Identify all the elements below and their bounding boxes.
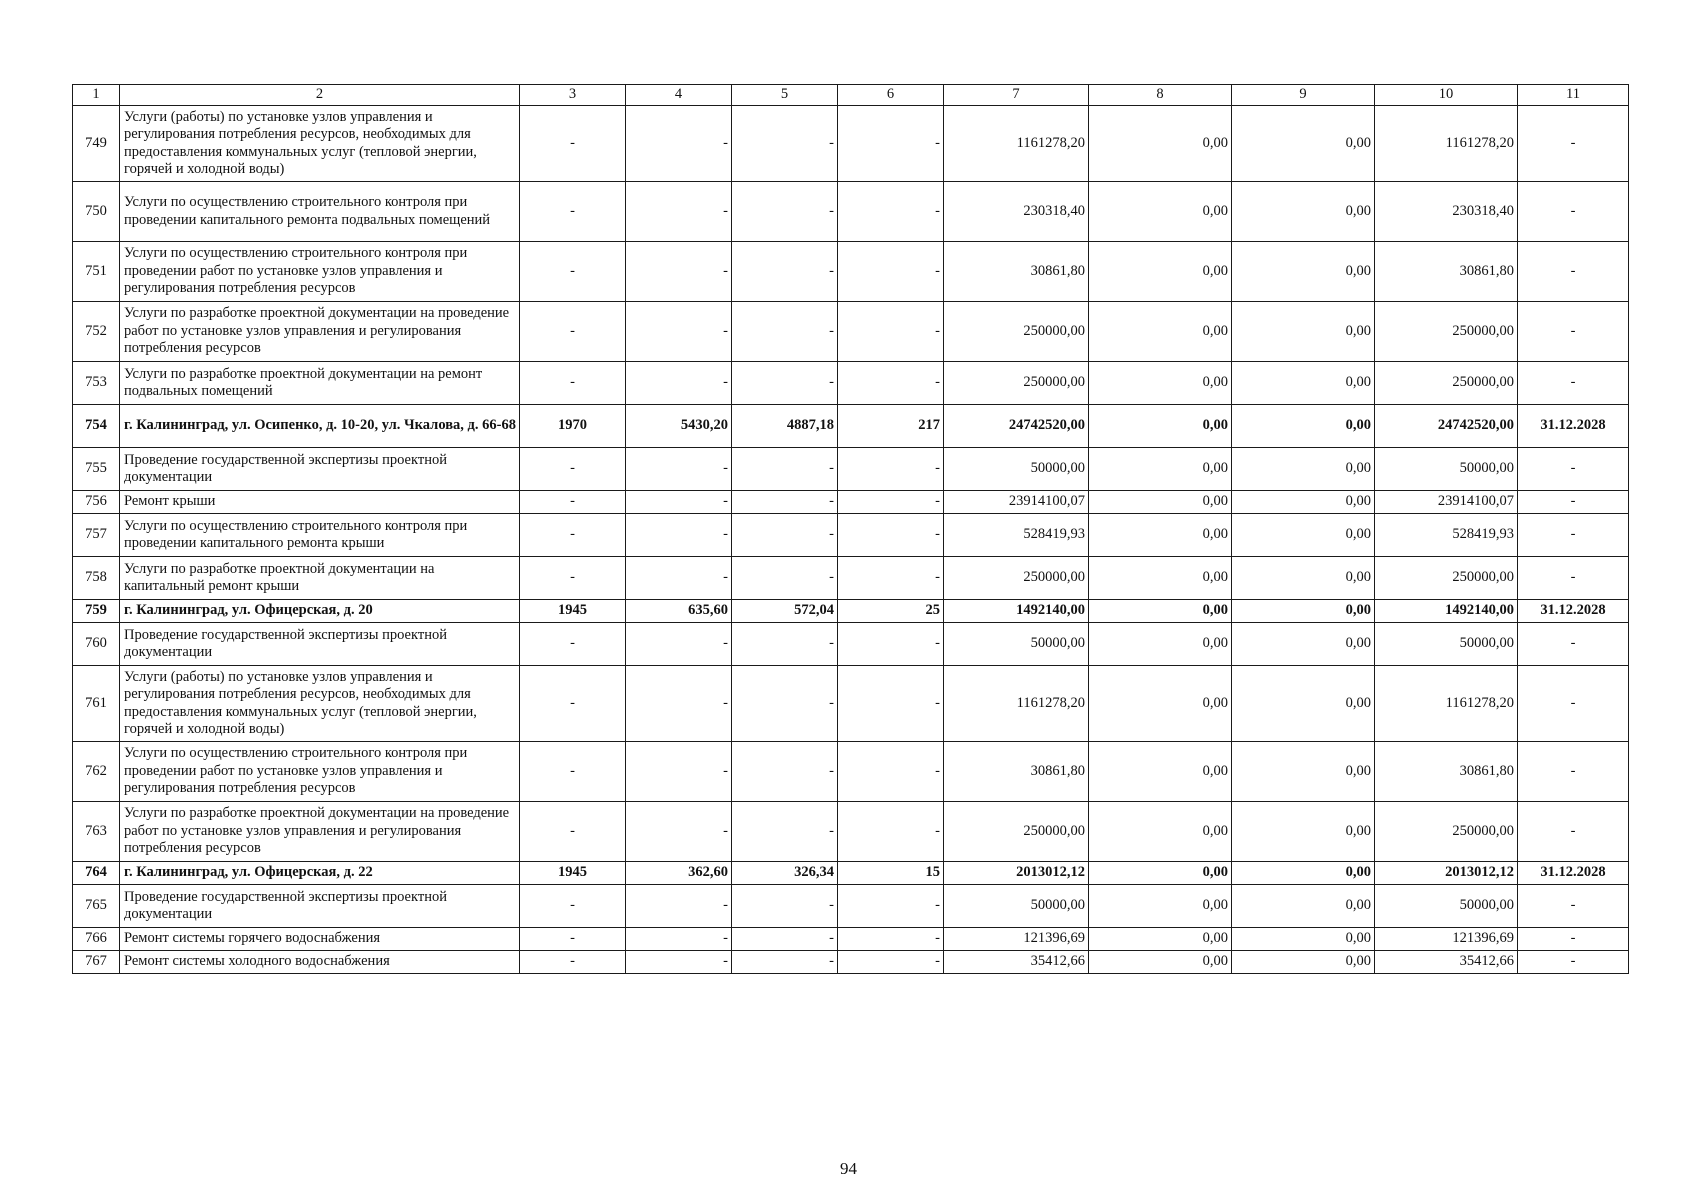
year-cell: 1945 xyxy=(520,600,626,623)
header-cell: 6 xyxy=(838,85,944,106)
cost-col8-cell: 0,00 xyxy=(1089,742,1232,802)
deadline-cell: - xyxy=(1518,802,1629,862)
deadline-cell: - xyxy=(1518,885,1629,928)
total-area-cell: - xyxy=(626,951,732,974)
premises-area-cell: - xyxy=(732,885,838,928)
total-cost-cell: 1492140,00 xyxy=(944,600,1089,623)
premises-area-cell: - xyxy=(732,514,838,557)
cost-col9-cell: 0,00 xyxy=(1232,302,1375,362)
work-description: Проведение государственной экспертизы проектной документации xyxy=(120,448,520,491)
work-description: Услуги по осуществлению строительного контроля при проведении работ по установке узлов управления и регулирования потребления ресурсов xyxy=(120,242,520,302)
cost-col8-cell: 0,00 xyxy=(1089,600,1232,623)
residents-cell: - xyxy=(838,623,944,666)
header-cell: 10 xyxy=(1375,85,1518,106)
work-description: Ремонт крыши xyxy=(120,491,520,514)
total-cost-cell: 30861,80 xyxy=(944,742,1089,802)
table-row xyxy=(73,491,1629,514)
table-row xyxy=(73,182,1629,242)
row-number: 757 xyxy=(73,514,120,557)
table-row xyxy=(73,242,1629,302)
cost-col8-cell: 0,00 xyxy=(1089,491,1232,514)
year-cell: - xyxy=(520,802,626,862)
cost-col8-cell: 0,00 xyxy=(1089,242,1232,302)
address-row xyxy=(73,862,1629,885)
work-description: Услуги (работы) по установке узлов управления и регулирования потребления ресурсов, необходимых для предоставления коммунальных услуг (тепловой энергии, горячей и холодной воды) xyxy=(120,666,520,742)
premises-area-cell: 326,34 xyxy=(732,862,838,885)
total-cost-cell: 250000,00 xyxy=(944,362,1089,405)
total-cost-cell: 50000,00 xyxy=(944,448,1089,491)
total-cost-cell: 250000,00 xyxy=(944,802,1089,862)
premises-area-cell: 572,04 xyxy=(732,600,838,623)
table-row xyxy=(73,666,1629,742)
year-cell: - xyxy=(520,885,626,928)
table-row xyxy=(73,802,1629,862)
total-cost-cell: 30861,80 xyxy=(944,242,1089,302)
year-cell: - xyxy=(520,362,626,405)
cost-col10-cell: 230318,40 xyxy=(1375,182,1518,242)
work-description: Услуги по разработке проектной документации на ремонт подвальных помещений xyxy=(120,362,520,405)
row-number: 750 xyxy=(73,182,120,242)
year-cell: - xyxy=(520,302,626,362)
total-area-cell: - xyxy=(626,885,732,928)
premises-area-cell: - xyxy=(732,448,838,491)
work-description: г. Калининград, ул. Офицерская, д. 22 xyxy=(120,862,520,885)
cost-col8-cell: 0,00 xyxy=(1089,928,1232,951)
total-cost-cell: 35412,66 xyxy=(944,951,1089,974)
table-row xyxy=(73,302,1629,362)
cost-col10-cell: 1161278,20 xyxy=(1375,106,1518,182)
cost-col10-cell: 23914100,07 xyxy=(1375,491,1518,514)
table-row xyxy=(73,362,1629,405)
residents-cell: - xyxy=(838,885,944,928)
row-number: 755 xyxy=(73,448,120,491)
header-cell: 11 xyxy=(1518,85,1629,106)
cost-col9-cell: 0,00 xyxy=(1232,885,1375,928)
header-cell: 1 xyxy=(73,85,120,106)
total-cost-cell: 121396,69 xyxy=(944,928,1089,951)
year-cell: 1970 xyxy=(520,405,626,448)
deadline-cell: - xyxy=(1518,182,1629,242)
work-description: Услуги по разработке проектной документации на проведение работ по установке узлов управления и регулирования потребления ресурсов xyxy=(120,802,520,862)
cost-col8-cell: 0,00 xyxy=(1089,514,1232,557)
cost-col10-cell: 250000,00 xyxy=(1375,302,1518,362)
row-number: 759 xyxy=(73,600,120,623)
column-number-header-row xyxy=(73,85,1629,106)
cost-col10-cell: 50000,00 xyxy=(1375,623,1518,666)
year-cell: 1945 xyxy=(520,862,626,885)
total-cost-cell: 24742520,00 xyxy=(944,405,1089,448)
residents-cell: - xyxy=(838,448,944,491)
cost-col9-cell: 0,00 xyxy=(1232,182,1375,242)
row-number: 760 xyxy=(73,623,120,666)
cost-col8-cell: 0,00 xyxy=(1089,802,1232,862)
header-cell: 8 xyxy=(1089,85,1232,106)
table-body xyxy=(73,85,1629,974)
row-number: 754 xyxy=(73,405,120,448)
cost-col10-cell: 528419,93 xyxy=(1375,514,1518,557)
cost-col9-cell: 0,00 xyxy=(1232,600,1375,623)
header-cell: 3 xyxy=(520,85,626,106)
work-description: Проведение государственной экспертизы проектной документации xyxy=(120,623,520,666)
header-cell: 2 xyxy=(120,85,520,106)
header-cell: 9 xyxy=(1232,85,1375,106)
cost-col9-cell: 0,00 xyxy=(1232,242,1375,302)
total-cost-cell: 250000,00 xyxy=(944,302,1089,362)
premises-area-cell: - xyxy=(732,742,838,802)
table-row xyxy=(73,623,1629,666)
total-area-cell: - xyxy=(626,242,732,302)
row-number: 753 xyxy=(73,362,120,405)
year-cell: - xyxy=(520,742,626,802)
residents-cell: 15 xyxy=(838,862,944,885)
premises-area-cell: - xyxy=(732,623,838,666)
premises-area-cell: - xyxy=(732,802,838,862)
cost-col10-cell: 2013012,12 xyxy=(1375,862,1518,885)
deadline-cell: - xyxy=(1518,491,1629,514)
cost-col9-cell: 0,00 xyxy=(1232,405,1375,448)
table-row xyxy=(73,951,1629,974)
premises-area-cell: - xyxy=(732,491,838,514)
cost-col10-cell: 1161278,20 xyxy=(1375,666,1518,742)
cost-col8-cell: 0,00 xyxy=(1089,106,1232,182)
work-description: Услуги по осуществлению строительного контроля при проведении капитального ремонта подвальных помещений xyxy=(120,182,520,242)
total-area-cell: - xyxy=(626,557,732,600)
cost-col10-cell: 1492140,00 xyxy=(1375,600,1518,623)
year-cell: - xyxy=(520,951,626,974)
table-row xyxy=(73,885,1629,928)
residents-cell: - xyxy=(838,928,944,951)
year-cell: - xyxy=(520,514,626,557)
cost-col9-cell: 0,00 xyxy=(1232,448,1375,491)
total-area-cell: 635,60 xyxy=(626,600,732,623)
year-cell: - xyxy=(520,557,626,600)
residents-cell: - xyxy=(838,182,944,242)
deadline-cell: - xyxy=(1518,951,1629,974)
total-area-cell: - xyxy=(626,302,732,362)
work-description: г. Калининград, ул. Офицерская, д. 20 xyxy=(120,600,520,623)
deadline-cell: - xyxy=(1518,928,1629,951)
deadline-cell: - xyxy=(1518,514,1629,557)
work-description: Услуги по осуществлению строительного контроля при проведении капитального ремонта крыши xyxy=(120,514,520,557)
cost-col8-cell: 0,00 xyxy=(1089,951,1232,974)
deadline-cell: - xyxy=(1518,666,1629,742)
row-number: 758 xyxy=(73,557,120,600)
residents-cell: - xyxy=(838,514,944,557)
cost-col8-cell: 0,00 xyxy=(1089,862,1232,885)
total-area-cell: - xyxy=(626,182,732,242)
cost-col8-cell: 0,00 xyxy=(1089,182,1232,242)
total-cost-cell: 2013012,12 xyxy=(944,862,1089,885)
year-cell: - xyxy=(520,928,626,951)
premises-area-cell: - xyxy=(732,951,838,974)
total-cost-cell: 1161278,20 xyxy=(944,666,1089,742)
cost-col10-cell: 121396,69 xyxy=(1375,928,1518,951)
cost-col10-cell: 250000,00 xyxy=(1375,802,1518,862)
deadline-cell: - xyxy=(1518,362,1629,405)
cost-col10-cell: 35412,66 xyxy=(1375,951,1518,974)
work-description: Ремонт системы холодного водоснабжения xyxy=(120,951,520,974)
residents-cell: - xyxy=(838,302,944,362)
residents-cell: - xyxy=(838,242,944,302)
deadline-cell: - xyxy=(1518,557,1629,600)
cost-col10-cell: 24742520,00 xyxy=(1375,405,1518,448)
year-cell: - xyxy=(520,623,626,666)
residents-cell: 25 xyxy=(838,600,944,623)
cost-col8-cell: 0,00 xyxy=(1089,362,1232,405)
row-number: 765 xyxy=(73,885,120,928)
row-number: 749 xyxy=(73,106,120,182)
total-cost-cell: 528419,93 xyxy=(944,514,1089,557)
total-area-cell: - xyxy=(626,928,732,951)
residents-cell: - xyxy=(838,106,944,182)
row-number: 764 xyxy=(73,862,120,885)
premises-area-cell: - xyxy=(732,557,838,600)
deadline-cell: - xyxy=(1518,242,1629,302)
address-row xyxy=(73,600,1629,623)
year-cell: - xyxy=(520,242,626,302)
year-cell: - xyxy=(520,491,626,514)
residents-cell: - xyxy=(838,666,944,742)
cost-col9-cell: 0,00 xyxy=(1232,742,1375,802)
total-cost-cell: 1161278,20 xyxy=(944,106,1089,182)
cost-col9-cell: 0,00 xyxy=(1232,106,1375,182)
total-cost-cell: 230318,40 xyxy=(944,182,1089,242)
deadline-cell: 31.12.2028 xyxy=(1518,405,1629,448)
cost-col9-cell: 0,00 xyxy=(1232,666,1375,742)
row-number: 761 xyxy=(73,666,120,742)
work-description: Услуги по разработке проектной документации на капитальный ремонт крыши xyxy=(120,557,520,600)
total-area-cell: - xyxy=(626,491,732,514)
cost-col10-cell: 250000,00 xyxy=(1375,362,1518,405)
table-row xyxy=(73,742,1629,802)
total-area-cell: - xyxy=(626,802,732,862)
cost-col9-cell: 0,00 xyxy=(1232,557,1375,600)
total-area-cell: - xyxy=(626,514,732,557)
total-area-cell: - xyxy=(626,623,732,666)
table-row xyxy=(73,448,1629,491)
deadline-cell: - xyxy=(1518,302,1629,362)
cost-col8-cell: 0,00 xyxy=(1089,623,1232,666)
year-cell: - xyxy=(520,182,626,242)
row-number: 756 xyxy=(73,491,120,514)
address-row xyxy=(73,405,1629,448)
total-area-cell: - xyxy=(626,448,732,491)
cost-col9-cell: 0,00 xyxy=(1232,862,1375,885)
year-cell: - xyxy=(520,448,626,491)
premises-area-cell: - xyxy=(732,182,838,242)
total-cost-cell: 23914100,07 xyxy=(944,491,1089,514)
table-row xyxy=(73,514,1629,557)
cost-col9-cell: 0,00 xyxy=(1232,928,1375,951)
total-area-cell: - xyxy=(626,742,732,802)
cost-col8-cell: 0,00 xyxy=(1089,666,1232,742)
deadline-cell: 31.12.2028 xyxy=(1518,862,1629,885)
residents-cell: - xyxy=(838,491,944,514)
page-number: 94 xyxy=(840,1159,857,1178)
header-cell: 4 xyxy=(626,85,732,106)
cost-col9-cell: 0,00 xyxy=(1232,514,1375,557)
premises-area-cell: - xyxy=(732,302,838,362)
total-cost-cell: 50000,00 xyxy=(944,885,1089,928)
total-area-cell: 362,60 xyxy=(626,862,732,885)
cost-col10-cell: 30861,80 xyxy=(1375,742,1518,802)
row-number: 751 xyxy=(73,242,120,302)
cost-col9-cell: 0,00 xyxy=(1232,362,1375,405)
premises-area-cell: - xyxy=(732,242,838,302)
premises-area-cell: - xyxy=(732,106,838,182)
cost-col10-cell: 50000,00 xyxy=(1375,448,1518,491)
total-area-cell: - xyxy=(626,666,732,742)
premises-area-cell: - xyxy=(732,362,838,405)
total-area-cell: - xyxy=(626,362,732,405)
work-description: Услуги по разработке проектной документации на проведение работ по установке узлов управления и регулирования потребления ресурсов xyxy=(120,302,520,362)
deadline-cell: - xyxy=(1518,448,1629,491)
residents-cell: - xyxy=(838,951,944,974)
total-area-cell: - xyxy=(626,106,732,182)
total-cost-cell: 250000,00 xyxy=(944,557,1089,600)
work-description: Услуги по осуществлению строительного контроля при проведении работ по установке узлов управления и регулирования потребления ресурсов xyxy=(120,742,520,802)
residents-cell: - xyxy=(838,362,944,405)
cost-col10-cell: 30861,80 xyxy=(1375,242,1518,302)
premises-area-cell: - xyxy=(732,666,838,742)
cost-col9-cell: 0,00 xyxy=(1232,802,1375,862)
row-number: 763 xyxy=(73,802,120,862)
cost-col8-cell: 0,00 xyxy=(1089,885,1232,928)
residents-cell: 217 xyxy=(838,405,944,448)
capital-repair-table xyxy=(72,84,1629,974)
row-number: 752 xyxy=(73,302,120,362)
total-area-cell: 5430,20 xyxy=(626,405,732,448)
cost-col8-cell: 0,00 xyxy=(1089,448,1232,491)
deadline-cell: - xyxy=(1518,742,1629,802)
cost-col10-cell: 50000,00 xyxy=(1375,885,1518,928)
table-row xyxy=(73,928,1629,951)
residents-cell: - xyxy=(838,742,944,802)
cost-col8-cell: 0,00 xyxy=(1089,557,1232,600)
work-description: Ремонт системы горячего водоснабжения xyxy=(120,928,520,951)
deadline-cell: - xyxy=(1518,106,1629,182)
premises-area-cell: - xyxy=(732,928,838,951)
work-description: Услуги (работы) по установке узлов управления и регулирования потребления ресурсов, необходимых для предоставления коммунальных услуг (тепловой энергии, горячей и холодной воды) xyxy=(120,106,520,182)
deadline-cell: - xyxy=(1518,623,1629,666)
table-row xyxy=(73,106,1629,182)
cost-col9-cell: 0,00 xyxy=(1232,623,1375,666)
header-cell: 5 xyxy=(732,85,838,106)
total-cost-cell: 50000,00 xyxy=(944,623,1089,666)
cost-col8-cell: 0,00 xyxy=(1089,302,1232,362)
premises-area-cell: 4887,18 xyxy=(732,405,838,448)
document-sheet xyxy=(72,84,1629,974)
year-cell: - xyxy=(520,106,626,182)
deadline-cell: 31.12.2028 xyxy=(1518,600,1629,623)
cost-col9-cell: 0,00 xyxy=(1232,491,1375,514)
residents-cell: - xyxy=(838,802,944,862)
work-description: г. Калининград, ул. Осипенко, д. 10-20, ул. Чкалова, д. 66-68 xyxy=(120,405,520,448)
table-row xyxy=(73,557,1629,600)
residents-cell: - xyxy=(838,557,944,600)
row-number: 762 xyxy=(73,742,120,802)
cost-col8-cell: 0,00 xyxy=(1089,405,1232,448)
header-cell: 7 xyxy=(944,85,1089,106)
year-cell: - xyxy=(520,666,626,742)
row-number: 767 xyxy=(73,951,120,974)
cost-col9-cell: 0,00 xyxy=(1232,951,1375,974)
row-number: 766 xyxy=(73,928,120,951)
cost-col10-cell: 250000,00 xyxy=(1375,557,1518,600)
work-description: Проведение государственной экспертизы проектной документации xyxy=(120,885,520,928)
